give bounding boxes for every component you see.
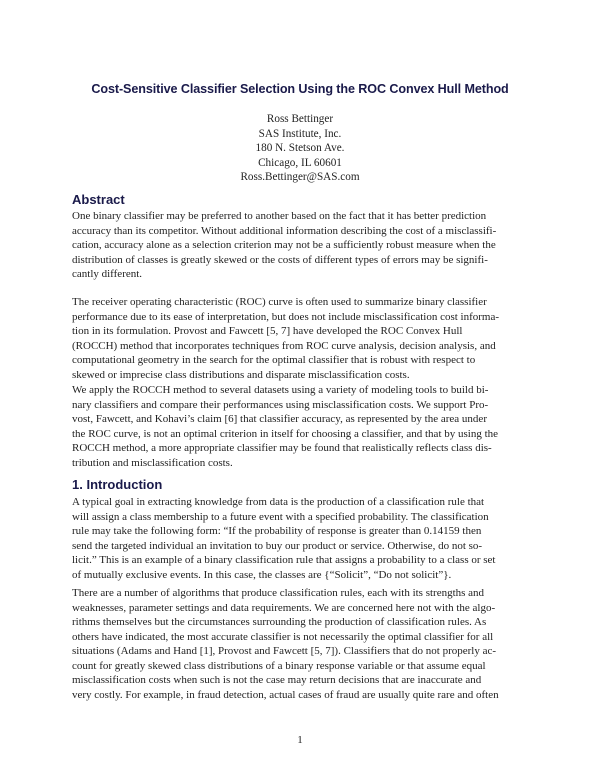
page-number: 1 (297, 734, 303, 746)
abstract-paragraph-1 (72, 209, 532, 282)
paragraph-line: weaknesses, parameter settings and data requirements. We are concerned here not with the algo- (72, 601, 496, 614)
paragraph-line: cantly different. (72, 268, 143, 280)
paragraph-line: tion in its formulation. Provost and Fawcett [5, 7] have developed the ROC Convex Hull (72, 325, 463, 337)
paragraph-line: misclassification costs when such is not the case may return decisions that are inaccurate and (72, 674, 482, 686)
paragraph-line: tribution and misclassification costs. (72, 456, 233, 469)
paragraph-line: A typical goal in extracting knowledge from data is the production of a classification rule that (72, 496, 485, 508)
author-email: Ross.Bettinger@SAS.com (240, 171, 360, 184)
paragraph-line: very costly. For example, in fraud detection, actual cases of fraud are usually quite rare and often (72, 688, 499, 701)
paragraph-line: performance due to its ease of interpretation, but does not include misclassification cost informa- (72, 310, 500, 323)
paragraph-line: rule may take the following form: “If the probability of response is greater than 0.14159 then (72, 525, 482, 537)
paragraph-line: nary classifiers and compare their performances using misclassification costs. We support Pro- (72, 398, 489, 411)
paragraph-line: the ROC curve, is not an optimal criterion in itself for choosing a classifier, and that by using the (72, 427, 499, 440)
author-block (150, 112, 450, 185)
paragraph-line: vost, Fawcett, and Kohavi’s claim [6] that classifier accuracy, as represented by the area under (72, 413, 487, 425)
paragraph-line: distribution of classes is greatly skewed or the costs of different types of errors may be signifi- (72, 253, 488, 266)
paragraph-line: We apply the ROCCH method to several datasets using a variety of modeling tools to build bi- (72, 384, 489, 396)
paragraph-line: skewed or imprecise class distributions and disparate misclassification costs. (72, 368, 410, 381)
introduction-paragraph-2 (72, 586, 532, 702)
author-name: Ross Bettinger (266, 113, 334, 125)
paragraph-line: count for greatly skewed class distributions of a binary response variable or that assume equal (72, 659, 486, 672)
paragraph-line: send the targeted individual an invitation to buy our product or service. Otherwise, do not so- (72, 539, 483, 552)
paragraph-line: cation, accuracy alone as a selection criterion may not be a sufficiently robust measure when the (72, 239, 496, 251)
paragraph-line: licit.” This is an example of a binary classification rule that assigns a probability to a class or set (72, 554, 496, 566)
paragraph-line: rithms themselves but the circumstances surrounding the production of classification rules. As (72, 616, 487, 628)
introduction-heading: 1. Introduction (72, 477, 163, 492)
author-city: Chicago, IL 60601 (258, 156, 342, 169)
paragraph-line: will assign a class membership to a future event with a specified probability. The classification (72, 510, 489, 523)
paragraph-line: of mutually exclusive events. In this case, the classes are {“Solicit”, “Do not solicit”}. (72, 568, 452, 581)
paragraph-line: The receiver operating characteristic (ROC) curve is often used to summarize binary classifier (72, 296, 487, 308)
paragraph-line: computational geometry in the search for the optimal classifier that is robust with respect to (72, 354, 476, 366)
paragraph-line: One binary classifier may be preferred to another based on the fact that it has better prediction (72, 210, 487, 222)
paragraph-line: others have indicated, the most accurate classifier is not necessarily the optimal classifier for all (72, 630, 494, 643)
abstract-paragraph-3 (72, 383, 532, 470)
abstract-paragraph-2 (72, 295, 532, 382)
abstract-heading: Abstract (72, 192, 125, 207)
paragraph-line: accuracy than its competitor. Without additional information describing the cost of a misclassifi- (72, 224, 497, 237)
paper-title: Cost-Sensitive Classifier Selection Using the ROC Convex Hull Method (91, 82, 509, 96)
paragraph-line: (ROCCH) method that incorporates techniques from ROC curve analysis, decision analysis, and (72, 339, 496, 352)
author-affiliation: SAS Institute, Inc. (258, 127, 342, 140)
paragraph-line: situations (Adams and Hand [1], Provost and Fawcett [5, 7]). Classifiers that do not properly ac- (72, 645, 497, 657)
introduction-paragraph-1 (72, 495, 532, 582)
author-street: 180 N. Stetson Ave. (255, 142, 345, 155)
paragraph-line: ROCCH method, a more appropriate classifier may be found that realistically reflects class dis- (72, 442, 492, 454)
paragraph-line: There are a number of algorithms that produce classification rules, each with its strengths and (72, 587, 485, 599)
